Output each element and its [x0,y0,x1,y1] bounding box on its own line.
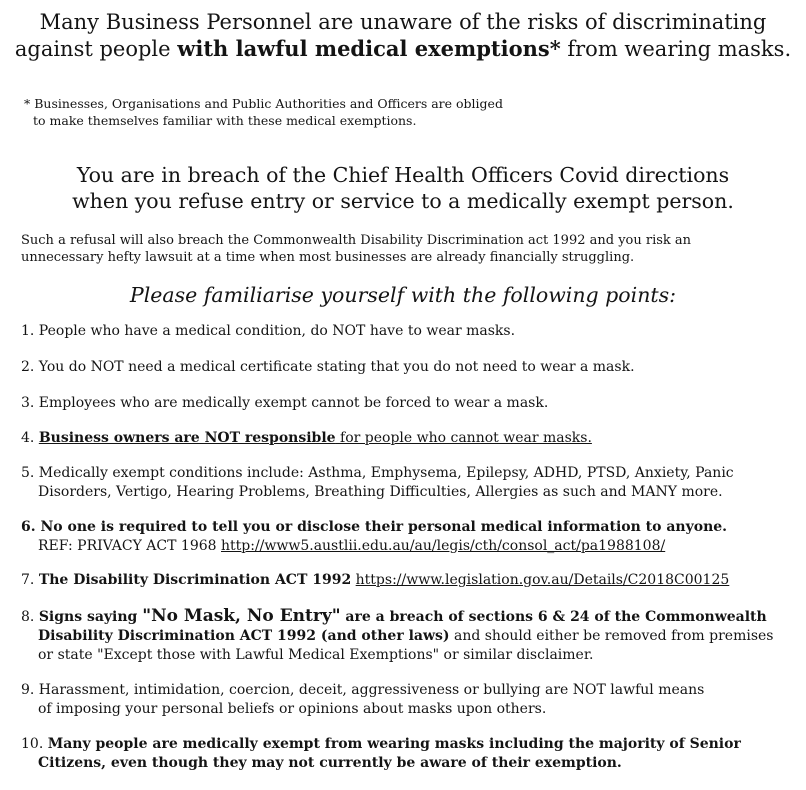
refusal-line-2: unnecessary hefty lawsuit at a time when most businesses are already financially struggling. [21,250,635,265]
point-8-line-2-rest: and should either be removed from premises [449,628,774,644]
footnote-line-2: to make themselves familiar with these medical exemptions. [33,113,417,128]
point-7-bold: The Disability Discrimination ACT 1992 [38,572,352,588]
point-7 [21,571,729,590]
point-8-number: 8. [21,609,39,625]
point-8-bold-end: are a breach of sections 6 & 24 of the Commonwealth [340,609,767,625]
legislation-link[interactable]: https://www.legislation.gov.au/Details/C2018C00125 [355,572,730,588]
breach-line-2: when you refuse entry or service to a medically exempt person. [72,189,734,213]
point-6-ref-label: REF: PRIVACY ACT 1968 [38,538,221,554]
point-8-line-2-bold: Disability Discrimination ACT 1992 (and other laws) [38,628,450,644]
point-6-line-1 [21,518,727,537]
title-line-2 [0,36,806,62]
point-10-number: 10. [21,736,48,752]
privacy-act-link[interactable]: http://www5.austlii.edu.au/au/legis/cth/consol_act/pa1988108/ [221,538,666,554]
point-5-line-2-text: Disorders, Vertigo, Hearing Problems, Breathing Difficulties, Allergies as such and MANY more. [38,484,723,500]
point-9-line-2-text: of imposing your personal beliefs or opinions about masks upon others. [38,701,547,717]
refusal-line-1: Such a refusal will also breach the Commonwealth Disability Discrimination act 1992 and you risk an [21,233,692,248]
point-7-number: 7. [21,572,39,588]
point-10-line-1 [21,735,741,754]
point-8-bold-start: Signs saying [38,609,143,625]
footnote-line-1: * Businesses, Organisations and Public Authorities and Officers are obliged [24,96,503,111]
point-10-line-2-bold: Citizens, even though they may not currently be aware of their exemption. [38,755,622,771]
title-line-2-end: from wearing masks. [560,37,792,61]
breach-line-1: You are in breach of the Chief Health Officers Covid directions [76,163,730,187]
point-5-line-2 [21,483,723,502]
point-4-rest: for people who cannot wear masks. [335,430,592,446]
point-4-number: 4. [21,430,39,446]
point-8-line-3-text: or state "Except those with Lawful Medical Exemptions" or similar disclaimer. [38,647,594,663]
title-line-1: Many Business Personnel are unaware of the risks of discriminating [39,10,767,34]
point-10-line-2 [21,754,622,773]
point-6-bold: 6. No one is required to tell you or disclose their personal medical information to anyone. [21,519,728,535]
point-4-bold: Business owners are NOT responsible [38,430,336,446]
point-2: 2. You do NOT need a medical certificate stating that you do not need to wear a mask. [21,359,635,375]
point-5-line-1: 5. Medically exempt conditions include: Asthma, Emphysema, Epilepsy, ADHD, PTSD, Anxiety, Panic [21,465,734,481]
point-8-line-3 [21,646,593,665]
title-line-2-start: against people [14,37,178,61]
point-3: 3. Employees who are medically exempt cannot be forced to wear a mask. [21,395,549,411]
point-4 [21,429,592,448]
point-10-bold: Many people are medically exempt from wearing masks including the majority of Senior [47,736,741,752]
familiarise-heading: Please familiarise yourself with the following points: [129,283,677,307]
point-9-line-1: 9. Harassment, intimidation, coercion, deceit, aggressiveness or bullying are NOT lawful means [21,682,705,698]
point-9-line-2 [21,700,546,719]
point-8-line-2 [21,627,773,646]
title-bold-phrase: with lawful medical exemptions* [177,36,561,61]
point-1: 1. People who have a medical condition, do NOT have to wear masks. [21,323,516,339]
no-mask-quote: "No Mask, No Entry" [142,606,341,626]
point-8-line-1 [21,607,767,627]
point-6-ref [21,537,665,556]
